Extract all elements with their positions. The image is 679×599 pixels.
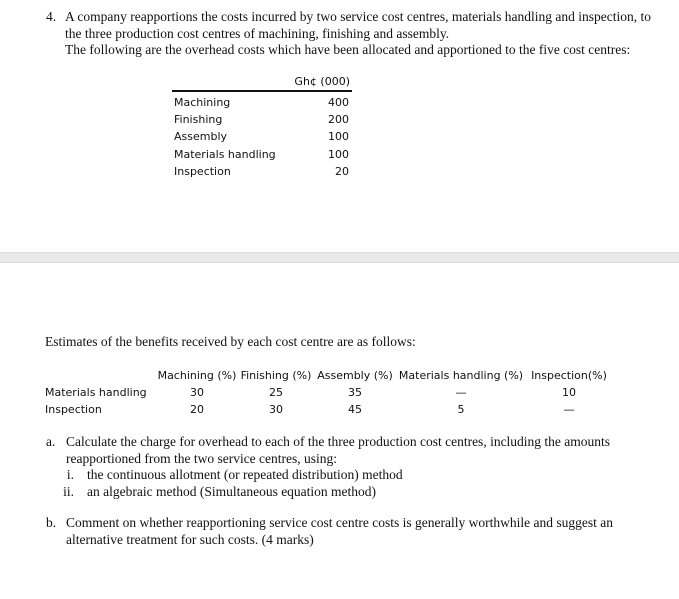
table-cell: 20 [190, 403, 204, 416]
estimates-intro: Estimates of the benefits received by each cost centre are as follows: [45, 334, 416, 349]
part-a-marker: a. [46, 434, 56, 449]
column-header: Finishing (%) [240, 369, 312, 382]
question-number: 4. [46, 9, 57, 24]
benefits-table [45, 367, 665, 418]
row-value: 100 [328, 130, 349, 144]
table-row [45, 384, 665, 401]
row-label: Finishing [174, 113, 223, 127]
row-label: Materials handling [174, 147, 276, 161]
question-paragraph-1: A company reapportions the costs incurred by two service cost centres, materials handling and inspection, to the three production cost centres of machining, finishing and assembly. [65, 9, 651, 41]
overhead-cost-table [172, 74, 352, 180]
part-b-text: Comment on whether reapportioning service cost centre costs is generally worthwhile and suggest an alternative treatment for such costs. (4 marks) [66, 515, 613, 547]
sub-item-text: an algebraic method (Simultaneous equation method) [87, 483, 377, 499]
table-cell: 30 [190, 386, 204, 399]
table-row [172, 163, 352, 180]
row-value: 20 [335, 164, 349, 178]
column-header: Materials handling (%) [398, 369, 524, 382]
table-cell: — [563, 403, 575, 416]
table-cell: 30 [269, 403, 283, 416]
sub-item-text: the continuous allotment (or repeated distribution) method [87, 467, 403, 482]
row-value: 200 [328, 113, 349, 127]
part-b-item [46, 515, 646, 548]
row-label: Inspection [174, 164, 231, 178]
row-label: Materials handling [45, 386, 147, 399]
table-cell: 5 [457, 403, 465, 416]
question-part-b [46, 515, 646, 548]
part-a-item [46, 434, 646, 467]
table-cell: 25 [269, 386, 283, 399]
table-row [172, 146, 352, 163]
overhead-table-header: Gh¢ (000) [294, 75, 350, 88]
row-label: Assembly [174, 130, 228, 144]
row-value: 100 [328, 147, 349, 161]
row-value: 400 [328, 96, 349, 109]
column-header: Assembly (%) [317, 369, 393, 382]
sub-item [46, 467, 646, 484]
table-row [172, 94, 352, 111]
table-row [172, 128, 352, 145]
table-row [172, 111, 352, 128]
row-label: Inspection [45, 403, 102, 416]
page-divider [0, 252, 679, 263]
table-cell: — [455, 386, 467, 399]
column-header: Inspection(%) [531, 369, 607, 382]
part-a-text: Calculate the charge for overhead to each of the three production cost centres, including the amounts reapportioned from the two service centres, using: [66, 434, 611, 466]
question-part-a [46, 434, 646, 500]
sub-item-marker: i. [66, 467, 74, 482]
column-header: Machining (%) [157, 369, 237, 382]
table-row [45, 401, 665, 418]
table-cell: 35 [348, 386, 362, 399]
question-paragraph-2: The following are the overhead costs which have been allocated and apportioned to the five cost centres: [65, 42, 631, 57]
table-cell: 10 [562, 386, 576, 399]
row-label: Machining [174, 96, 231, 109]
sub-item [46, 484, 646, 501]
header-rule [172, 90, 352, 92]
question-intro [46, 9, 666, 59]
table-cell: 45 [348, 403, 362, 416]
part-b-marker: b. [46, 515, 57, 530]
sub-item-marker: ii. [63, 483, 74, 499]
benefits-table-header-row [45, 367, 665, 384]
